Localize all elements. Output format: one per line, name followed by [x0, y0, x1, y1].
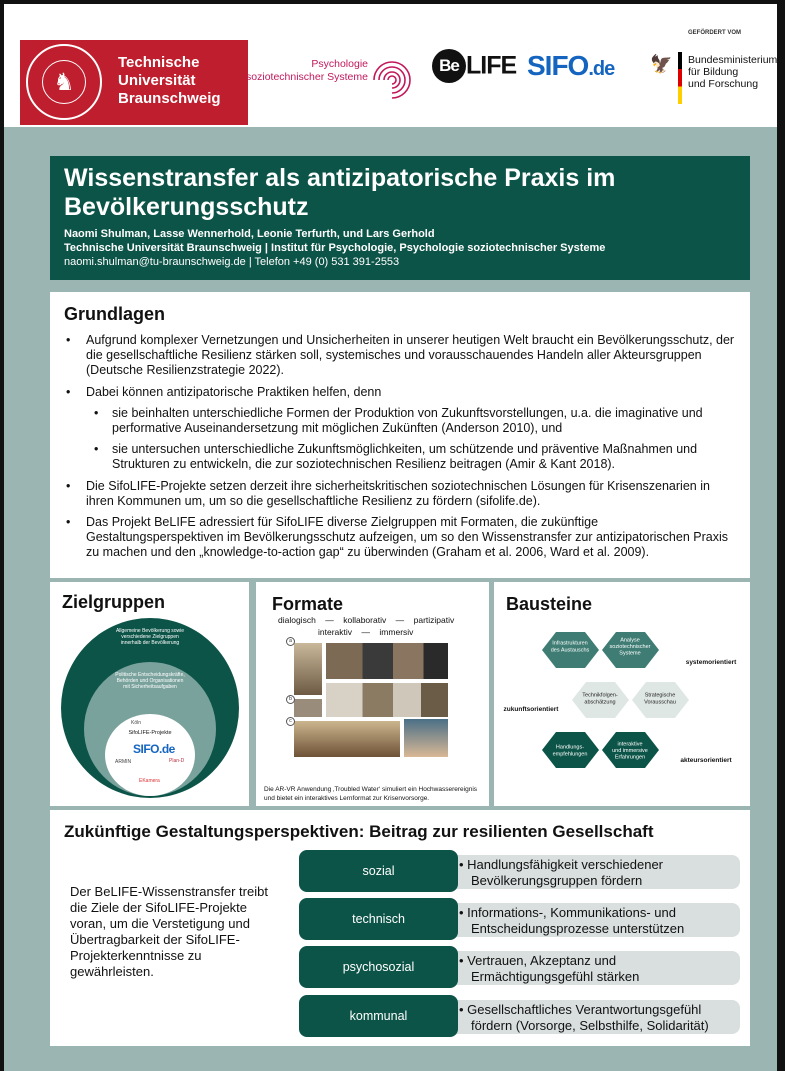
hex-text-line: Systeme	[619, 650, 641, 657]
svg-text:Handlungs-empfehlungen	[553, 745, 588, 758]
perspective-text-line: Entscheidungsprozesse unterstützen	[471, 920, 685, 936]
formate-heading: Formate	[272, 594, 344, 614]
perspective-text-line: Ermächtigungsgefühl stärken	[471, 968, 640, 984]
tu-name-line3: Braunschweig	[118, 90, 221, 107]
perspective-row-sozial	[299, 850, 740, 892]
label-akteursorientiert: akteursorientiert	[680, 757, 732, 764]
grundlagen-section	[50, 292, 750, 578]
sifo-logo-suffix: .de	[588, 58, 615, 80]
hex-text-h1: Infrastrukturen	[552, 640, 588, 647]
perspective-row-technisch	[299, 898, 740, 940]
inner-circle-label: SifoLIFE-Projekte	[128, 730, 172, 736]
tu-name-line1: Technische	[118, 54, 200, 71]
hex-text-h5: Handlungs-	[555, 744, 585, 751]
title-box	[50, 156, 750, 280]
ar-vr-photo-collage	[289, 638, 450, 759]
photo-badge-b: b	[286, 695, 295, 704]
perspective-text	[459, 905, 684, 936]
label-zukunftsorientiert: zukunftsorientiert	[503, 706, 559, 713]
tu-seal-icon: ♞	[26, 44, 102, 120]
label-systemorientiert: systemorientiert	[685, 659, 737, 666]
hex-text-line: des Austauschs	[550, 647, 590, 654]
sifo-logo-main: SIFO	[527, 50, 589, 81]
zielgruppen-section	[50, 582, 249, 806]
svg-text:Infrastrukturendes Austauschs	[551, 641, 590, 654]
sublist-item: • sie beinhalten unterschiedliche Formen der Produktion von Zukunftsvorstellungen, u.a. die imaginative und performative Auseinandersetzung mit möglichen Zukünften (Anderson 2010), und	[86, 406, 736, 436]
zukunft-heading: Zukünftige Gestaltungsperspektiven: Beitrag zur resilienten Gesellschaft	[64, 822, 654, 841]
institution: Technische Universität Braunschweig | Institut für Psychologie, Psychologie soziotechnischer Systeme	[64, 242, 606, 254]
target-group-circles	[61, 618, 239, 798]
format-dialogisch: dialogisch	[278, 615, 316, 625]
authors: Naomi Shulman, Lasse Wennerhold, Leonie Terfurth, und Lars Gerhold	[64, 228, 435, 240]
perspective-text-line: • Informations-, Kommunikations- und	[459, 905, 676, 920]
logo-bar	[4, 4, 777, 127]
sifo-logo	[527, 50, 614, 82]
photo-ar-sequence	[324, 641, 450, 681]
perspective-row-kommunal	[299, 995, 740, 1037]
belife-logo	[432, 49, 516, 83]
formate-section	[256, 582, 489, 806]
perspective-label: kommunal	[299, 995, 458, 1037]
poster-title: Wissenstransfer als antizipatorische Praxis im Bevölkerungsschutz	[64, 164, 616, 221]
outer-circle-label: Allgemeine Bevölkerung sowie verschiedene Zielgruppen innerhalb der Bevölkerung	[115, 628, 185, 646]
zukunft-section	[50, 810, 750, 1046]
bausteine-section	[494, 582, 750, 806]
format-immersiv: immersiv	[379, 627, 414, 637]
grundlagen-heading: Grundlagen	[64, 304, 166, 324]
perspective-text	[459, 857, 663, 888]
german-flag-icon	[678, 52, 682, 104]
list-item-text: Dabei können antizipatorische Praktiken helfen, denn	[86, 384, 382, 399]
perspective-text	[459, 953, 639, 984]
photo-hands	[292, 697, 324, 719]
concentric-arcs-icon	[364, 52, 420, 108]
project-logo-ekamera: EKamera	[139, 778, 160, 784]
grundlagen-sublist	[86, 406, 736, 473]
contact-info: naomi.shulman@tu-braunschweig.de | Telefon +49 (0) 531 391-2553	[64, 256, 400, 268]
project-logo-pland: Plan-D	[169, 758, 185, 764]
perspective-text-line: • Gesellschaftliches Verantwortungsgefühl	[459, 1002, 702, 1017]
perspective-text-line: fördern (Vorsorge, Selbsthilfe, Solidarität)	[471, 1017, 709, 1033]
svg-text:interaktiveund immersiveErfahr	[612, 741, 648, 760]
psy-logo-line1: Psychologie	[311, 58, 368, 70]
hex-text-h3: Technikfolgen-	[582, 692, 618, 699]
bausteine-hexagon-diagram	[494, 582, 750, 806]
bmbf-line3: und Forschung	[688, 78, 759, 90]
tu-name-line2: Universität	[118, 72, 196, 89]
bmbf-line1: Bundesministerium	[688, 54, 777, 66]
hexagon-analyse	[602, 632, 659, 668]
perspective-text-line: • Vertrauen, Akzeptanz und	[459, 953, 617, 968]
photo-vr-headset-user	[402, 717, 450, 759]
list-item	[64, 385, 736, 473]
belife-logo-be: Be	[432, 49, 466, 83]
zielgruppen-heading: Zielgruppen	[62, 592, 165, 612]
perspective-label: sozial	[299, 850, 458, 892]
inner-sifo-logo: SIFO.de	[133, 742, 175, 756]
bmbf-logo	[650, 30, 775, 120]
hexagon-infrastrukturen	[542, 632, 599, 668]
format-scale-row1: dialogisch — kollaborativ — partizipativ	[278, 615, 455, 625]
hexagon-technikfolgen	[572, 682, 629, 718]
list-item: • Die SifoLIFE-Projekte setzen derzeit ihre sicherheitskritischen soziotechnischen Lösungen für Krisenszenarien in ihren Kommunen um, um so die gesellschaftliche Resilienz zu fördern (sifolife.de).	[64, 479, 736, 509]
hex-text-line: Erfahrungen	[614, 754, 646, 761]
hex-text-line: Vorausschau	[644, 699, 676, 706]
format-scale-row2: interaktiv — immersiv	[318, 627, 414, 637]
perspective-label: technisch	[299, 898, 458, 940]
format-interaktiv: interaktiv	[318, 627, 353, 637]
perspective-text-line: • Handlungsfähigkeit verschiedener	[459, 857, 664, 872]
hexagon-vorausschau	[632, 682, 689, 718]
zukunft-intro: Der BeLIFE-Wissenstransfer treibt die Ziele der SifoLIFE-Projekte voran, um die Verstetigung und Übertragbarkeit der SifoLIFE-Projekterkenntnisse zu gewährleisten.	[70, 884, 268, 979]
hex-text-h6: interaktive	[617, 741, 643, 748]
sublist-item: • sie untersuchen unterschiedliche Zukunftsmöglichkeiten, um schützende und präventive Maßnahmen und Strukturen zu entwickeln, die zur soziotechnischen Resilienz beitragen (Amir & Kant 2018).	[86, 442, 736, 472]
belife-logo-life: LIFE	[466, 51, 517, 80]
perspective-text-line: Bevölkerungsgruppen fördern	[471, 872, 643, 888]
hex-text-h4: Strategische	[644, 692, 676, 699]
hex-text-h2: Analyse	[620, 637, 640, 644]
list-item: • Aufgrund komplexer Vernetzungen und Unsicherheiten in unserer heutigen Welt braucht ein Bevölkerungsschutz, der die gesellschaftliche Resilienz stärken soll, systemisches und vorausschauendes Handeln aller Akteursgruppen (Deutsche Resilienzstrategie 2022).	[64, 333, 736, 379]
svg-text:StrategischeVorausschau	[644, 693, 676, 706]
photo-flood-scene	[292, 719, 402, 759]
tu-braunschweig-logo	[20, 40, 248, 125]
format-partizipativ: partizipativ	[413, 615, 455, 625]
bmbf-line2: für Bildung	[688, 66, 739, 78]
hex-text-line: empfehlungen	[552, 751, 588, 758]
photo-badge-a: a	[286, 637, 295, 646]
photo-badge-c: c	[286, 717, 295, 726]
perspective-row-psychosozial	[299, 946, 740, 988]
grundlagen-list	[64, 333, 736, 561]
hex-text-line: soziotechnischer	[609, 644, 651, 650]
federal-eagle-icon: 🦅	[650, 54, 673, 74]
hexagon-interaktive-erfahrungen	[602, 732, 659, 768]
bausteine-heading: Bausteine	[506, 594, 593, 614]
hex-text-line: abschätzung	[584, 699, 616, 706]
perspective-label: psychosozial	[299, 946, 458, 988]
hexagon-handlungsempfehlungen	[542, 732, 599, 768]
project-logo-koeln: Köln	[131, 720, 142, 726]
poster	[4, 4, 777, 1071]
svg-text:Technikfolgen-abschätzung	[582, 693, 618, 706]
inner-circle	[105, 714, 195, 796]
project-logo-armin: ARMIN	[115, 759, 132, 765]
perspective-text	[459, 1002, 709, 1033]
middle-circle-label: Politische Entscheidungskräfte, Behörden und Organisationen mit Sicherheitsaufgaben	[115, 672, 185, 690]
photo-person-tablet	[292, 641, 324, 697]
format-kollaborativ: kollaborativ	[343, 615, 387, 625]
psy-logo-line2: soziotechnischer Systeme	[246, 71, 368, 83]
bmbf-funded-by: GEFÖRDERT VOM	[688, 30, 742, 36]
psychology-logo	[246, 52, 420, 108]
hex-text-line: und immersive	[612, 748, 648, 754]
list-item: • Das Projekt BeLIFE adressiert für SifoLIFE diverse Zielgruppen mit Formaten, die zukünftige Gestaltungsperspektiven im Bevölkerungsschutz aufzeigen, um so den Wissenstransfer zur antizipatorischen Praxis zu machen und den „knowledge-to-action gap“ zu überwinden (Graham et al. 2006, Ward et al. 2009).	[64, 515, 736, 561]
photo-ar-view	[324, 681, 450, 719]
formate-caption: Die AR-VR Anwendung ‚Troubled Water‘ simuliert ein Hochwasserereignis und bietet ein interaktives Lernformat zur Krisenvorsorge.	[264, 786, 478, 802]
